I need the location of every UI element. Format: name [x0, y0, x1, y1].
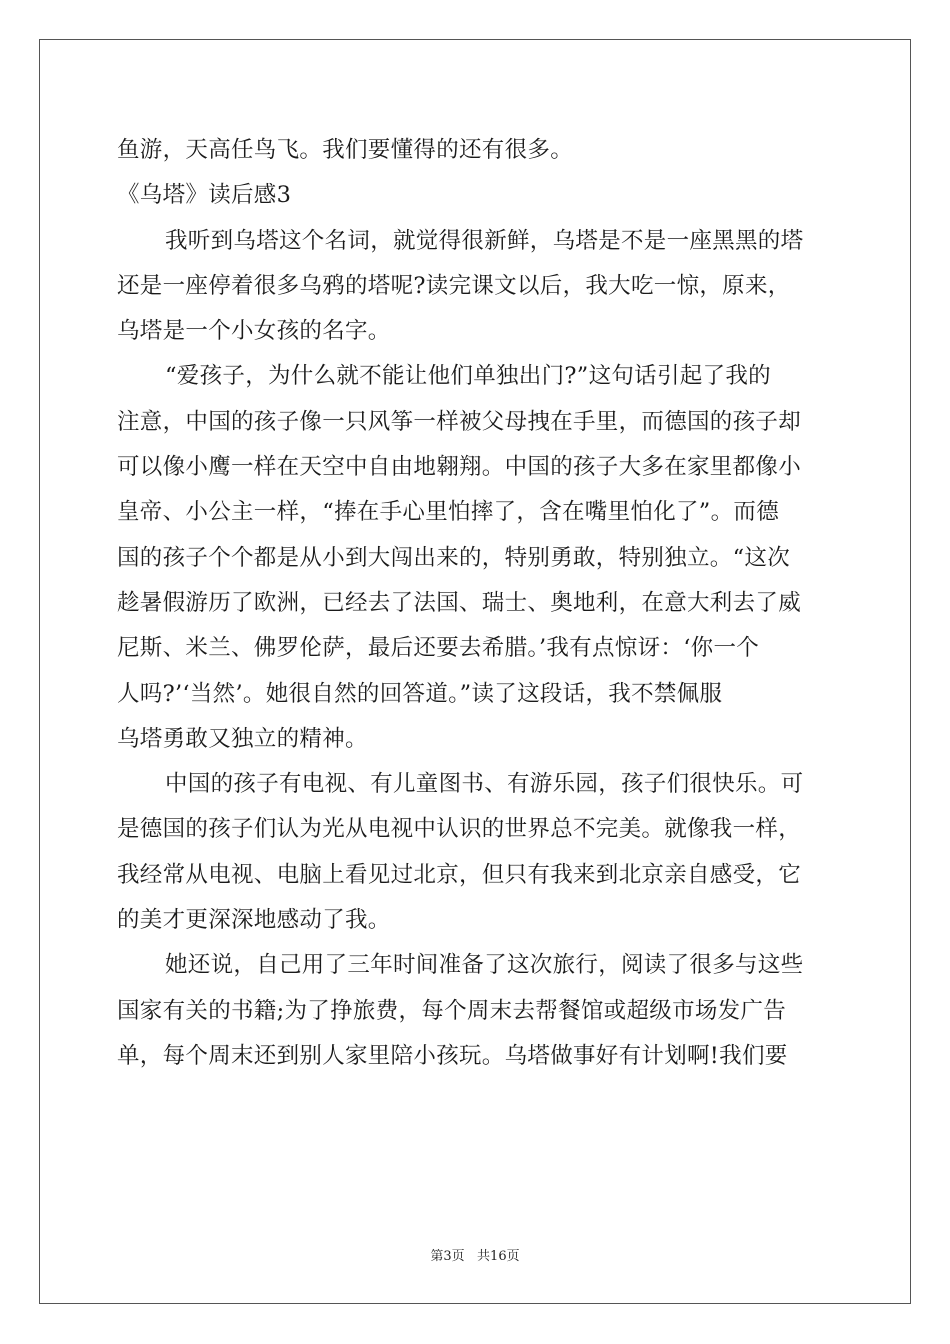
paragraph-first-line: 她还说，自己用了三年时间准备了这次旅行，阅读了很多与这些	[165, 952, 804, 979]
paragraph-first-line: 中国的孩子有电视、有儿童图书、有游乐园，孩子们很快乐。可	[165, 771, 804, 798]
text-line: 皇帝、小公主一样，“捧在手心里怕摔了，含在嘴里怕化了”。而德	[117, 499, 780, 526]
document-body	[117, 128, 837, 1079]
text-line: 单，每个周末还到别人家里陪小孩玩。乌塔做事好有计划啊!我们要	[117, 1042, 788, 1069]
paragraph-first-line: 我听到乌塔这个名词，就觉得很新鲜，乌塔是不是一座黑黑的塔	[165, 227, 804, 254]
section-heading: 《乌塔》读后感3	[117, 182, 292, 209]
paragraph-first-line: “爱孩子，为什么就不能让他们单独出门?”这句话引起了我的	[165, 363, 771, 390]
text-line: 可以像小鹰一样在天空中自由地翱翔。中国的孩子大多在家里都像小	[117, 454, 802, 481]
text-line: 乌塔勇敢又独立的精神。	[117, 725, 368, 752]
text-line: 注意，中国的孩子像一只风筝一样被父母拽在手里，而德国的孩子却	[117, 408, 802, 435]
text-line: 尼斯、米兰、佛罗伦萨，最后还要去希腊。’我有点惊讶：‘你一个	[117, 635, 760, 662]
text-line: 国家有关的书籍;为了挣旅费，每个周末去帮餐馆或超级市场发广告	[117, 997, 787, 1024]
page-number-footer: 第3页 共16页	[430, 1249, 520, 1264]
text-line: 人吗?’‘当然’。她很自然的回答道。”读了这段话，我不禁佩服	[117, 680, 723, 707]
text-line: 国的孩子个个都是从小到大闯出来的，特别勇敢，特别独立。“这次	[117, 544, 791, 571]
text-line: 趁暑假游历了欧洲，已经去了法国、瑞士、奥地利，在意大利去了威	[117, 589, 802, 616]
text-line: 乌塔是一个小女孩的名字。	[117, 318, 391, 345]
text-line: 还是一座停着很多乌鸦的塔呢?读完课文以后，我大吃一惊，原来，	[117, 272, 791, 299]
text-line: 是德国的孩子们认为光从电视中认识的世界总不完美。就像我一样，	[117, 816, 802, 843]
text-line: 鱼游，天高任鸟飞。我们要懂得的还有很多。	[117, 137, 574, 163]
text-line: 的美才更深深地感动了我。	[117, 907, 391, 934]
text-line: 我经常从电视、电脑上看见过北京，但只有我来到北京亲自感受，它	[117, 861, 802, 888]
